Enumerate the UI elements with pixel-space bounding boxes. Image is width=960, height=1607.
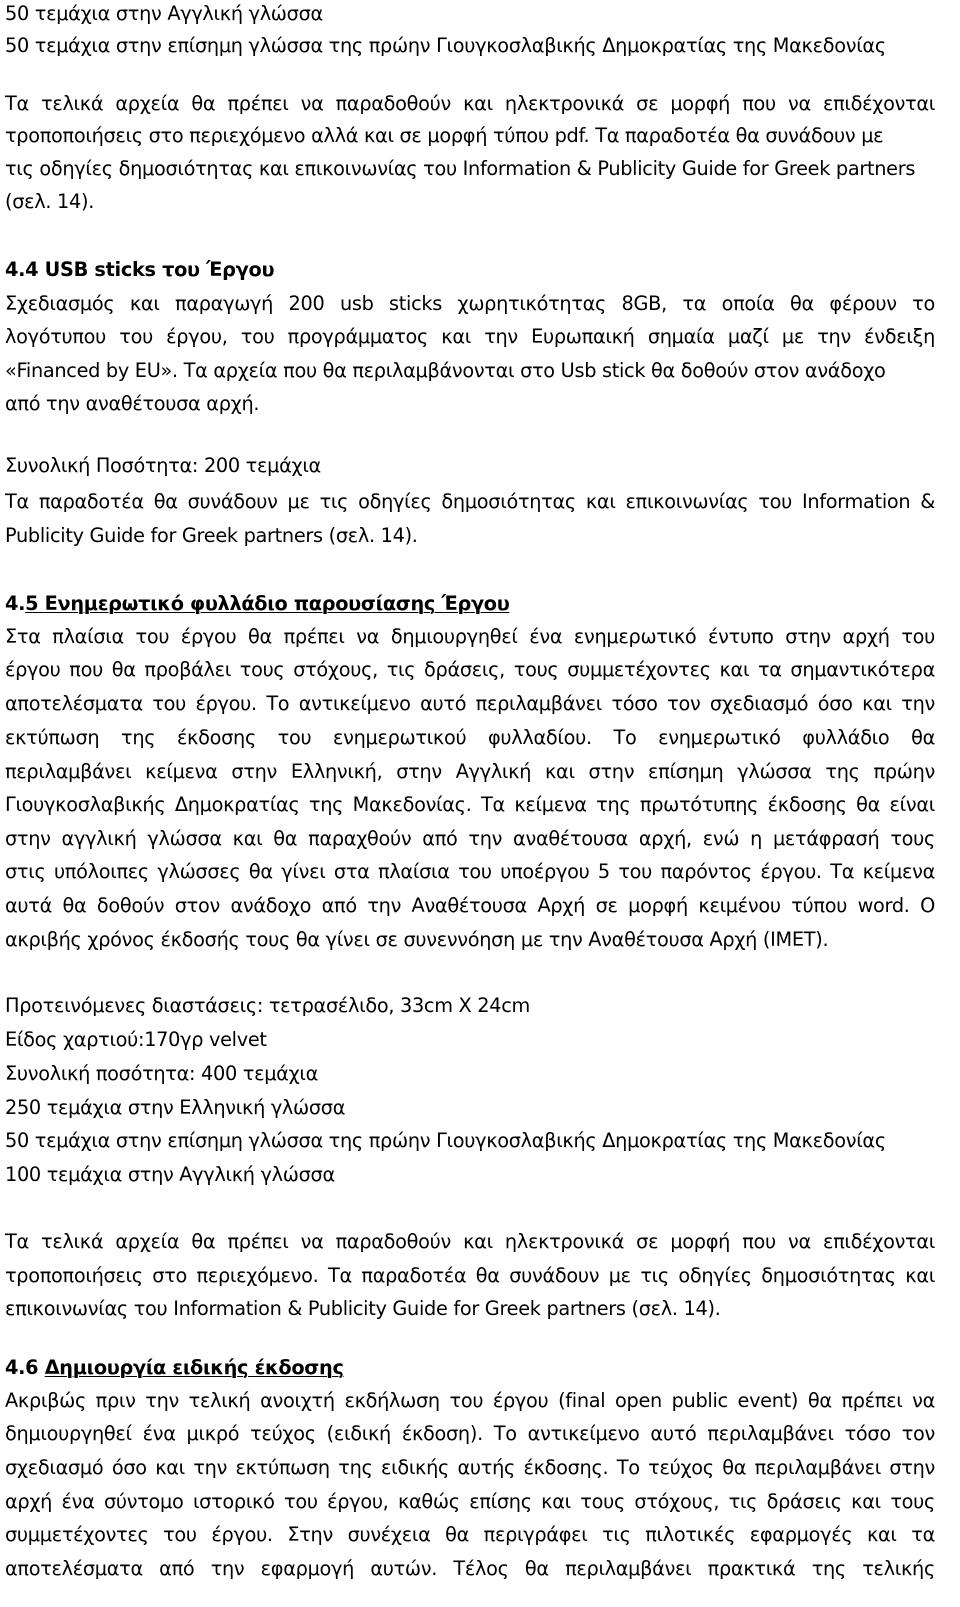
text-line: από την αναθέτουσα αρχή. xyxy=(5,392,260,415)
text-line: αυτά θα δοθούν στον ανάδοχο από την Αναθέτουσα Αρχή σε μορφή κειμένου τύπου word. Ο xyxy=(5,894,935,917)
text-line: επικοινωνίας του Information & Publicity Guide for Greek partners (σελ. 14). xyxy=(5,1297,721,1320)
section-number: 4.6 xyxy=(5,1356,39,1379)
text-line: 50 τεμάχια στην Αγγλική γλώσσα xyxy=(5,2,323,25)
text-line: Στα πλαίσια του έργου θα πρέπει να δημιουργηθεί ένα ενημερωτικό έντυπο στην αρχή του xyxy=(5,625,935,648)
text-line: δημιουργηθεί ένα μικρό τεύχος (ειδική έκδοση). Το αντικείμενο αυτό περιλαμβάνει τόσο τον xyxy=(5,1422,935,1445)
text-line: (σελ. 14). xyxy=(5,190,95,213)
section-title: 5 Ενημερωτικό φυλλάδιο παρουσίασης Έργου xyxy=(25,592,510,615)
section-heading-4-6 xyxy=(5,1356,344,1380)
section-number: 4. xyxy=(5,592,26,615)
spec-line: 50 τεμάχια στην επίσημη γλώσσα της πρώην Γιουγκοσλαβικής Δημοκρατίας της Μακεδονίας xyxy=(5,1129,886,1152)
text-line: έργου που θα προβάλει τους στόχους, τις δράσεις, τους συμμετέχοντες και τα σημαντικότερα xyxy=(5,658,935,681)
text-line: λογότυπου του έργου, του προγράμματος και την Ευρωπαική σημαία μαζί με την ένδειξη xyxy=(5,325,935,348)
spec-line: Προτεινόμενες διαστάσεις: τετρασέλιδο, 33cm X 24cm xyxy=(5,994,530,1017)
text-line: Τα παραδοτέα θα συνάδουν με τις οδηγίες δημοσιότητας και επικοινωνίας του Information & xyxy=(5,490,935,513)
spec-line: Συνολική ποσότητα: 400 τεμάχια xyxy=(5,1062,319,1085)
section-heading-4-4 xyxy=(5,258,274,282)
section-title: USB sticks του Έργου xyxy=(38,258,275,281)
section-heading-4-5 xyxy=(5,592,509,616)
spec-line: 100 τεμάχια στην Αγγλική γλώσσα xyxy=(5,1163,335,1186)
text-line: Ακριβώς πριν την τελική ανοιχτή εκδήλωση του έργου (final open public event) θα πρέπει να xyxy=(5,1389,935,1412)
section-title: Δημιουργία ειδικής έκδοσης xyxy=(44,1356,344,1379)
spec-line: 250 τεμάχια στην Ελληνική γλώσσα xyxy=(5,1096,346,1119)
text-line: σχεδιασμό όσο και την εκτύπωση της ειδικής αυτής έκδοσης. Το τεύχος θα περιλαμβάνει στην xyxy=(5,1456,935,1479)
text-line: αποτελέσματα του έργου. Το αντικείμενο αυτό περιλαμβάνει τόσο τον σχεδιασμό όσο και την xyxy=(5,692,935,715)
text-line: εκτύπωση της έκδοσης του ενημερωτικού φυλλαδίου. Το ενημερωτικό φυλλάδιο θα xyxy=(5,726,935,749)
text-line: Γιουγκοσλαβικής Δημοκρατίας της Μακεδονίας. Τα κείμενα της πρωτότυπης έκδοσης θα είναι xyxy=(5,793,935,816)
text-line: τις οδηγίες δημοσιότητας και επικοινωνίας του Information & Publicity Guide for Greek partners xyxy=(5,157,916,180)
text-line: περιλαμβάνει κείμενα στην Ελληνική, στην Αγγλική και στην επίσημη γλώσσα της πρώην xyxy=(5,760,935,783)
text-line: αρχή ένα σύντομο ιστορικό του έργου, καθώς επίσης και τους στόχους, τις δράσεις και τους xyxy=(5,1490,935,1513)
text-line: αποτελέσματα από την εφαρμογή αυτών. Τέλος θα περιλαμβάνει πρακτικά της τελικής xyxy=(5,1557,935,1580)
text-line: ακριβής χρόνος έκδοσής τους θα γίνει σε συνεννόηση με την Αναθέτουσα Αρχή (ΙΜΕΤ). xyxy=(5,928,829,951)
text-line: τροποποιήσεις στο περιεχόμενο. Τα παραδοτέα θα συνάδουν με τις οδηγίες δημοσιότητας και xyxy=(5,1264,935,1287)
text-line: «Financed by EU». Τα αρχεία που θα περιλαμβάνονται στο Usb stick θα δοθούν στον ανάδοχο xyxy=(5,359,886,382)
text-line: Publicity Guide for Greek partners (σελ. 14). xyxy=(5,524,418,547)
text-line: Τα τελικά αρχεία θα πρέπει να παραδοθούν και ηλεκτρονικά σε μορφή που να επιδέχονται xyxy=(5,92,935,115)
text-line: Τα τελικά αρχεία θα πρέπει να παραδοθούν και ηλεκτρονικά σε μορφή που να επιδέχονται xyxy=(5,1230,935,1253)
text-line: συμμετέχοντες του έργου. Στην συνέχεια θα περιγράφει τις πιλοτικές εφαρμογές και τα xyxy=(5,1523,935,1546)
spec-line: Είδος χαρτιού:170γρ velvet xyxy=(5,1028,267,1051)
text-line: Σχεδιασμός και παραγωγή 200 usb sticks χωρητικότητας 8GB, τα οποία θα φέρουν το xyxy=(5,292,935,315)
text-line: στις υπόλοιπες γλώσσες θα γίνει στα πλαίσια του υποέργου 5 του παρόντος έργου. Τα κείμενα xyxy=(5,860,935,883)
text-line: τροποποιήσεις στο περιεχόμενο αλλά και σε μορφή τύπου pdf. Τα παραδοτέα θα συνάδουν με xyxy=(5,124,884,147)
text-line: στην αγγλική γλώσσα και θα παραχθούν από την αναθέτουσα αρχή, ενώ η μετάφρασή τους xyxy=(5,827,935,850)
total-quantity: Συνολική Ποσότητα: 200 τεμάχια xyxy=(5,454,321,477)
text-line: 50 τεμάχια στην επίσημη γλώσσα της πρώην Γιουγκοσλαβικής Δημοκρατίας της Μακεδονίας xyxy=(5,34,886,57)
section-number: 4.4 xyxy=(5,258,39,281)
